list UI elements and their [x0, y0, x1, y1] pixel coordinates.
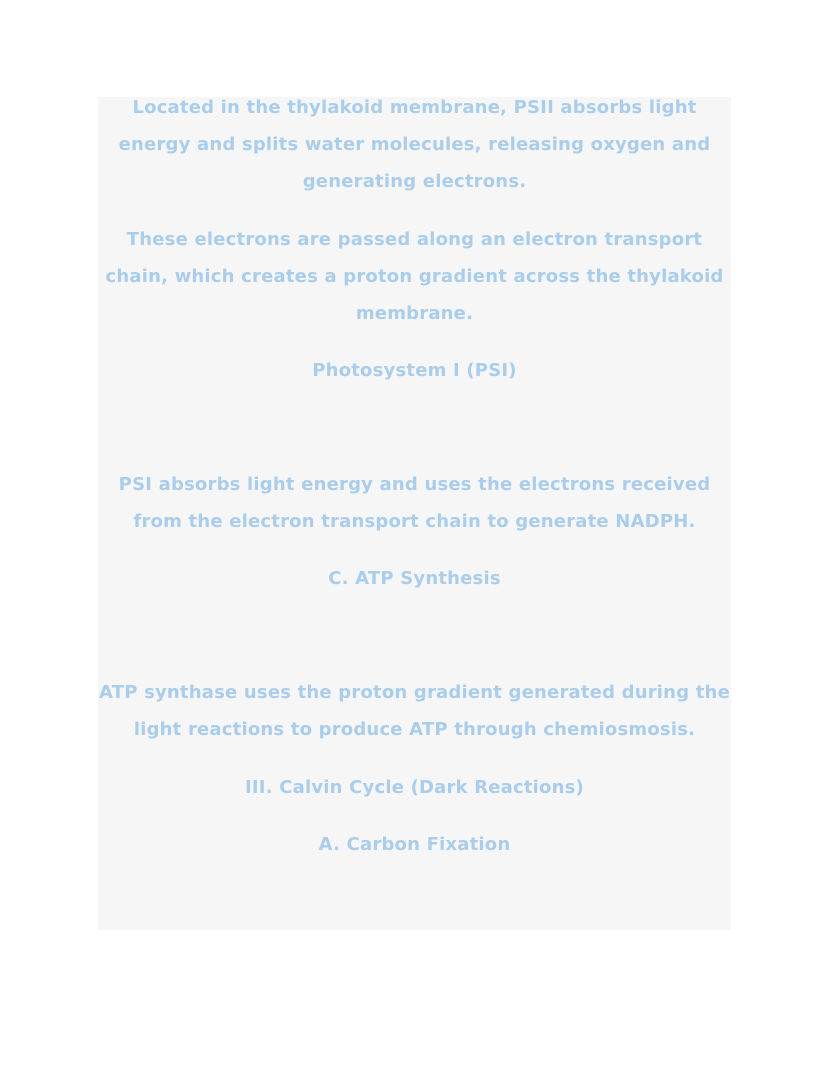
heading-photosystem-i: Photosystem I (PSI)	[312, 360, 517, 381]
content-panel	[98, 97, 731, 930]
paragraph-electron-transport: These electrons are passed along an electron transport chain, which creates a proton gradient across the thylakoid membrane.	[105, 229, 724, 324]
paragraph-psii: Located in the thylakoid membrane, PSII absorbs light energy and splits water molecules, releasing oxygen and generating electrons.	[118, 97, 711, 192]
paragraph-psi: PSI absorbs light energy and uses the electrons received from the electron transport chain to generate NADPH.	[118, 474, 711, 532]
heading-calvin-cycle: III. Calvin Cycle (Dark Reactions)	[245, 777, 584, 798]
paragraph-atp-synthase: ATP synthase uses the proton gradient generated during the light reactions to produce ATP through chemiosmosis.	[99, 682, 730, 740]
heading-atp-synthesis: C. ATP Synthesis	[328, 568, 501, 589]
heading-carbon-fixation: A. Carbon Fixation	[318, 834, 511, 855]
